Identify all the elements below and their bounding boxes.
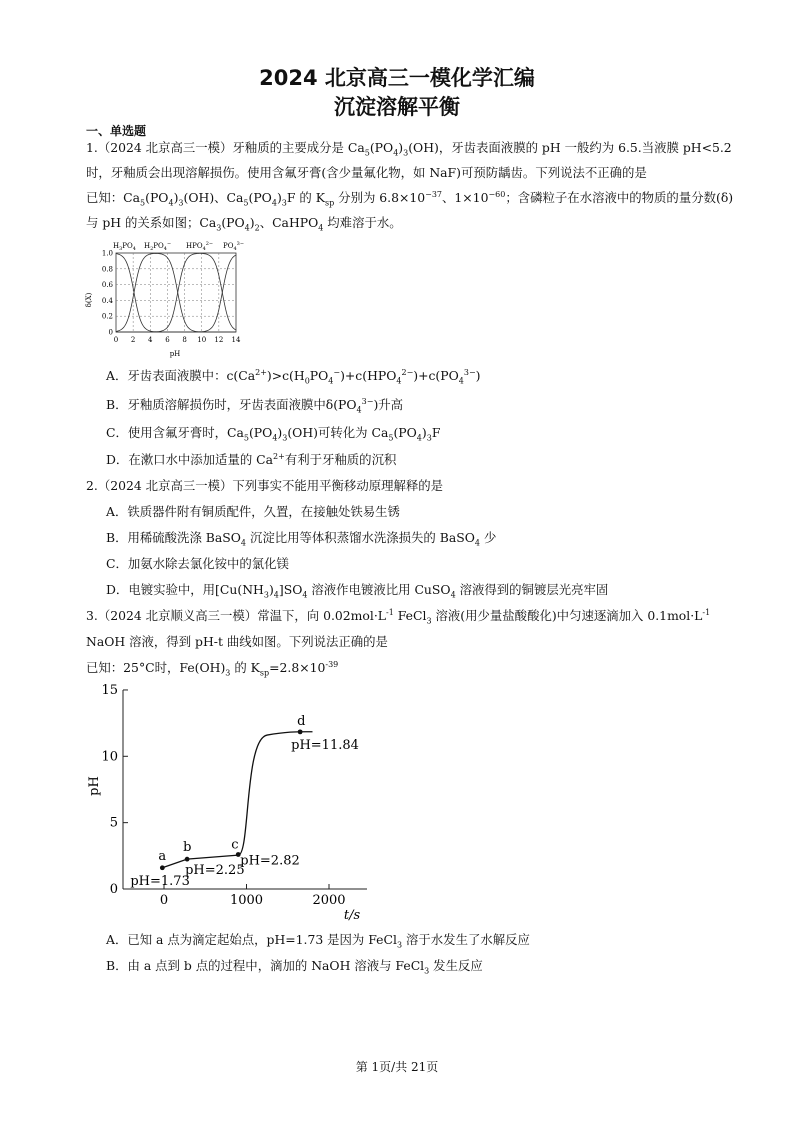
ph-ytick-label: 15 xyxy=(101,682,118,698)
point-letter-b: b xyxy=(183,840,192,856)
ph-ytick-label: 5 xyxy=(109,815,118,831)
q3-line-2: NaOH 溶液，得到 pH-t 曲线如图。下列说法正确的是 xyxy=(86,634,388,649)
q1-line-1: 1.（2024 北京高三一模）牙釉质的主要成分是 $Ca_5(PO_4)_3(OH)$，牙齿表面液膜的 pH 一般约为 6.5.当液膜 pH<5.2 xyxy=(86,140,732,158)
q3-option-b[interactable]: B．由 a 点到 b 点的过程中，滴加的 NaOH 溶液与 FeCl$_3$ 发生反应 xyxy=(106,958,483,976)
ph-xtick-label: 2000 xyxy=(312,893,346,908)
speciation-curve-1 xyxy=(116,253,236,332)
q2-option-d[interactable]: D．电镀实验中，用$[Cu(NH_3)_4]SO_4$ 溶液作电镀液比用 CuSO$_4$ 溶液得到的铜镀层光亮牢固 xyxy=(106,582,609,600)
q1-option-d[interactable]: D．在漱口水中添加适量的 $Ca^{2+}$有利于牙釉质的沉积 xyxy=(106,451,397,467)
q2-option-a[interactable]: A．铁质器件附有铜质配件，久置，在接触处铁易生锈 xyxy=(106,504,400,519)
point-label-b: pH=2.25 xyxy=(185,863,245,879)
speciation-ylabel: δ(X) xyxy=(85,292,93,308)
point-label-d: pH=11.84 xyxy=(291,737,359,753)
speciation-xtick: 14 xyxy=(231,336,241,344)
point-b xyxy=(185,857,190,862)
point-d xyxy=(298,729,303,734)
ph-time-chart xyxy=(80,680,380,925)
q3-line-1: 3.（2024 北京顺义高三一模）常温下，向 $0.02mol\cdot L^{-1}$ FeCl$_3$ 溶液(用少量盐酸酸化)中匀速逐滴加入 $0.1mol\cdot L^{-1}$ xyxy=(86,607,711,626)
species-label-h3po4: $H_3PO_4$ xyxy=(113,242,136,252)
q1-option-c[interactable]: C．使用含氟牙膏时，$Ca_5(PO_4)_3(OH)$可转化为 $Ca_5(PO_4)_3F$ xyxy=(106,425,441,443)
ph-xlabel: t/s xyxy=(343,908,361,923)
point-label-c: pH=2.82 xyxy=(240,853,300,869)
point-letter-d: d xyxy=(297,713,306,729)
speciation-xtick: 4 xyxy=(148,336,153,344)
point-a xyxy=(160,865,165,870)
ph-ylabel: pH xyxy=(87,776,102,796)
speciation-xtick: 10 xyxy=(197,336,207,344)
speciation-xtick: 8 xyxy=(182,336,187,344)
speciation-ytick: 0.2 xyxy=(101,312,113,321)
q2-option-b[interactable]: B．用稀硫酸洗涤 BaSO$_4$ 沉淀比用等体积蒸馏水洗涤损失的 BaSO$_4$ 少 xyxy=(106,530,497,548)
speciation-ytick: 0.4 xyxy=(101,296,113,305)
speciation-chart xyxy=(82,238,252,360)
q2-stem: 2.（2024 北京高三一模）下列事实不能用平衡移动原理解释的是 xyxy=(86,478,444,493)
speciation-xtick: 2 xyxy=(130,336,136,344)
ph-xtick-label: 0 xyxy=(159,893,169,908)
q2-option-c[interactable]: C．加氨水除去氯化铵中的氯化镁 xyxy=(106,556,289,571)
speciation-xtick: 0 xyxy=(113,336,119,344)
q1-line-2: 时，牙釉质会出现溶解损伤。使用含氟牙膏(含少量氟化物，如 NaF)可预防龋齿。下列说法不正确的是 xyxy=(86,165,647,180)
q1-option-a[interactable]: A．牙齿表面液膜中：$c(Ca^{2+})>c(H_0PO_4^-)+c(HPO_4^{2-})+c(PO_4^{3-})$ xyxy=(106,367,481,386)
speciation-xlabel: pH xyxy=(169,350,181,358)
speciation-xtick: 12 xyxy=(214,336,224,344)
q1-option-b[interactable]: B．牙釉质溶解损伤时，牙齿表面液膜中$\delta(PO_4^{3-})$升高 xyxy=(106,396,404,415)
point-letter-c: c xyxy=(231,837,239,853)
doc-title: 2024 北京高三一模化学汇编 xyxy=(259,66,535,90)
speciation-ytick: 1.0 xyxy=(101,249,113,258)
section-heading: 一、单选题 xyxy=(86,124,147,138)
ph-ytick-label: 10 xyxy=(101,749,118,765)
point-letter-a: a xyxy=(158,848,167,864)
point-label-a: pH=1.73 xyxy=(130,873,190,889)
q1-line-3: 已知：$Ca_5(PO_4)_3(OH)$、$Ca_5(PO_4)_3F$ 的 $K_{sp}$ 分别为 $6.8\times 10^{-37}$、$1\times 10^{-60}$；含磷粒子在水溶液中的物质的量分数(δ) xyxy=(86,189,734,208)
speciation-ytick: 0 xyxy=(108,328,113,337)
page-footer: 第 1页/共 21页 xyxy=(355,1060,439,1074)
species-label-po4: $PO_4^{3-}$ xyxy=(223,241,245,252)
q3-line-3: 已知：25°C时，$Fe(OH)_3$ 的 $K_{sp}=2.8\times 10^{-39}$ xyxy=(86,659,339,678)
ph-ytick-label: 0 xyxy=(109,882,118,897)
species-label-h2po4: $H_2PO_4^-$ xyxy=(144,241,172,252)
speciation-ytick: 0.6 xyxy=(101,281,113,290)
q1-line-4: 与 pH 的关系如图；$Ca_3(PO_4)_2$、CaHPO$_4$ 均难溶于水。 xyxy=(86,215,402,233)
speciation-xtick: 6 xyxy=(165,336,170,344)
doc-subtitle: 沉淀溶解平衡 xyxy=(334,95,460,119)
species-label-hpo4: $HPO_4^{2-}$ xyxy=(186,241,214,252)
speciation-ytick: 0.8 xyxy=(101,265,113,274)
ph-xtick-label: 1000 xyxy=(229,893,264,908)
q3-option-a[interactable]: A．已知 a 点为滴定起始点，pH=1.73 是因为 FeCl$_3$ 溶于水发生了水解反应 xyxy=(106,932,530,950)
